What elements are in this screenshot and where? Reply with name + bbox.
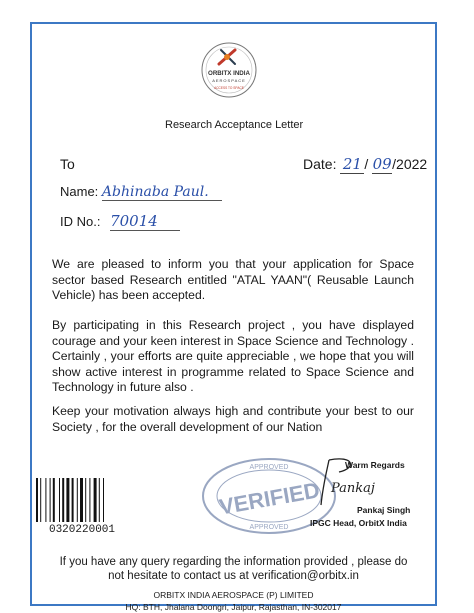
date-day: 21: [340, 155, 364, 174]
stamp-text: VERIFIED: [217, 477, 322, 520]
date-year: /2022: [392, 156, 428, 172]
stamp-ring-top: APPROVED: [249, 464, 289, 471]
id-field: [60, 212, 180, 231]
date-label: Date:: [303, 156, 337, 172]
date-month: 09: [372, 155, 392, 173]
name-field: [60, 184, 222, 201]
stamp-ring-bottom: APPROVED: [249, 524, 289, 531]
logo-sub: AEROSPACE: [212, 78, 246, 83]
id-label: ID No.:: [60, 214, 101, 229]
letter-title: Research Acceptance Letter: [165, 119, 304, 131]
barcode-number: 0320220001: [48, 524, 115, 536]
name-value: Abhinaba Paul.: [102, 184, 222, 201]
id-value: 70014: [110, 212, 180, 231]
logo-name: ORBITX INDIA: [208, 70, 250, 77]
query-line-2: not hesitate to contact us at verification@orbitx.in: [108, 570, 359, 582]
paragraph-motivation: Keep your motivation always high and contribute your best to our Society , for the overall development of our Nation: [52, 404, 414, 434]
warm-regards: Warm Regards: [345, 460, 405, 470]
signatory-name: Pankaj Singh: [357, 505, 411, 515]
company-name: ORBITX INDIA AEROSPACE (P) LIMITED: [153, 590, 314, 600]
date-sep: /: [364, 156, 369, 172]
paragraph-acceptance: We are pleased to inform you that your application for Space sector based Research entitled "ATAL YAAN"( Reusable Launch Vehicle) has been accepted.: [52, 257, 414, 303]
paragraph-participation: By participating in this Research project , you have displayed courage and your keen interest in Space Science and Technology . Certainly , your efforts are quite appreciable , we hope that you will show active interest in programme related to Space Science and Technology in future also .: [52, 318, 414, 395]
signature: [309, 450, 379, 510]
orbitx-logo: [201, 42, 257, 98]
barcode: [35, 478, 129, 522]
query-line-1: If you have any query regarding the information provided , please do: [59, 556, 408, 568]
date-field: [303, 155, 427, 174]
company-address: HQ: BTH, Jhalana Doongri, Jaipur, Rajasthan, IN-302017: [125, 602, 342, 612]
logo-tagline: ACCESS TO SPACE: [214, 86, 244, 90]
to-label: To: [60, 156, 75, 172]
name-label: Name:: [60, 184, 99, 199]
signature-text: Pankaj: [331, 481, 375, 496]
signatory-title: IPGC Head, OrbitX India: [310, 518, 407, 528]
